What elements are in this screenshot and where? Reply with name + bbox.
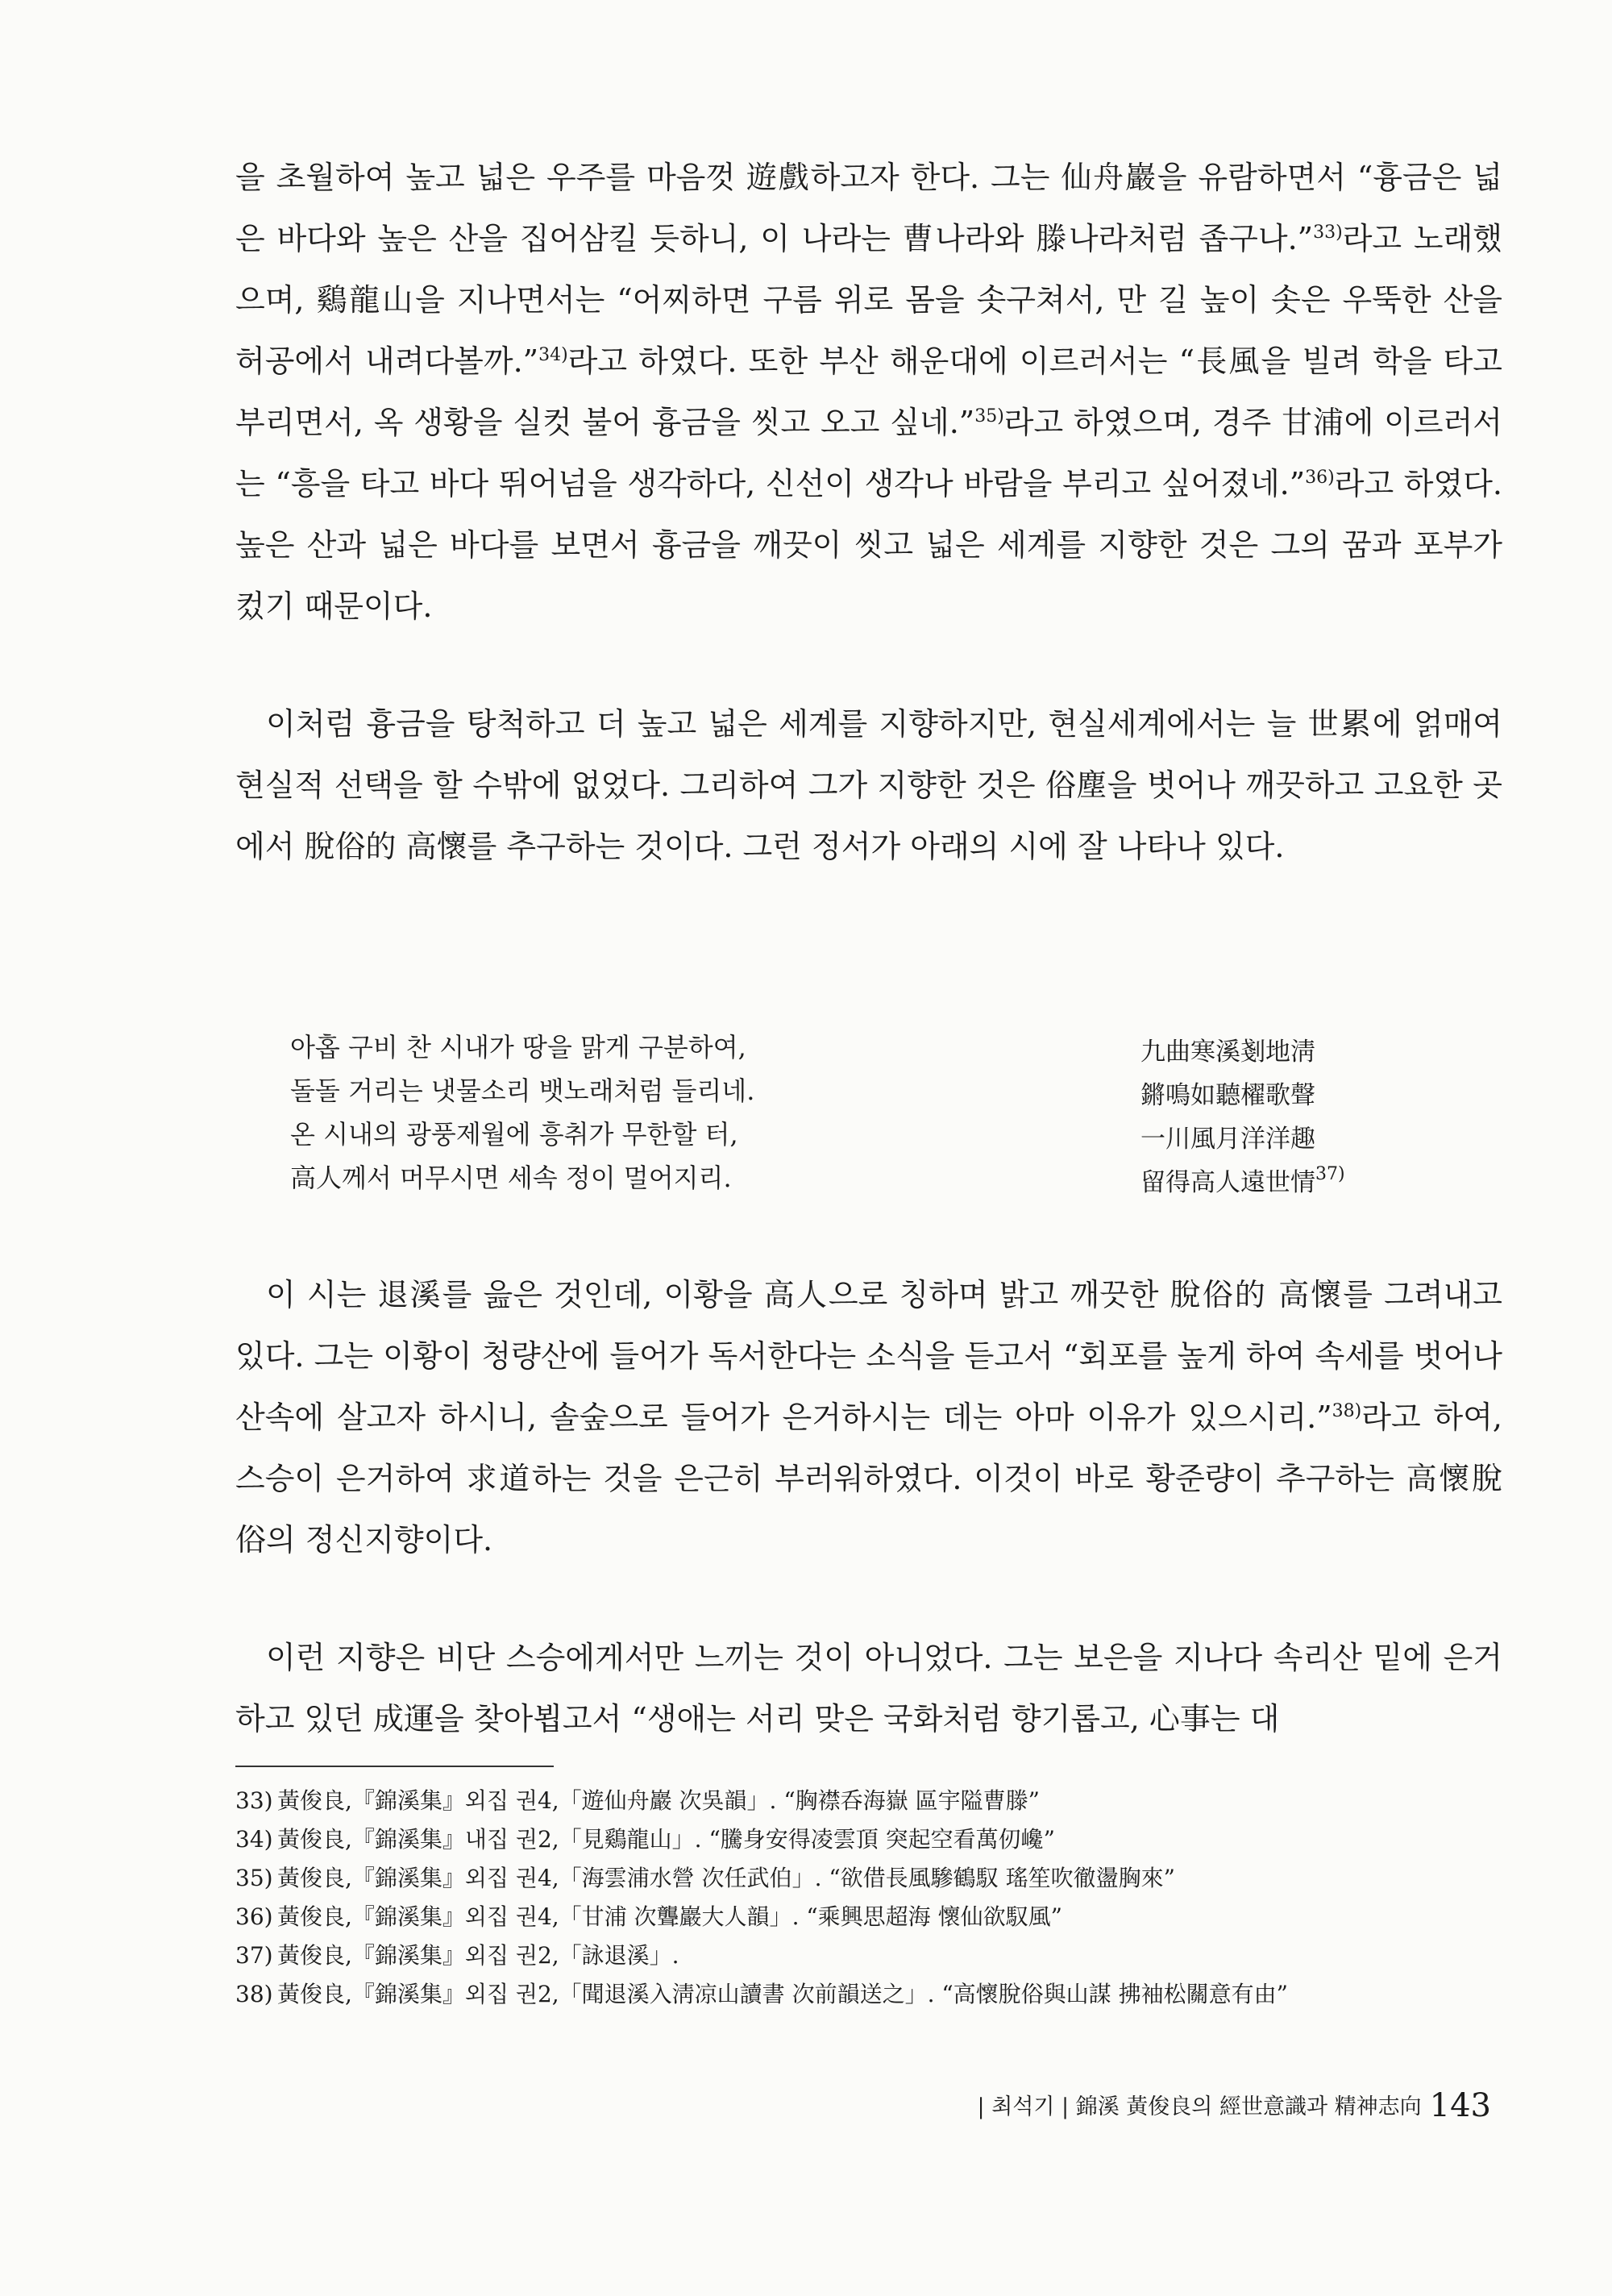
footnote-number: 33) bbox=[235, 1787, 273, 1814]
paragraph-text: 라고 하였다. 또한 부산 해운대에 이르러서는 “長風을 빌려 학을 타고 부리면서, 옥 생황을 실컷 불어 흉금을 씻고 오고 싶네.” bbox=[235, 343, 1502, 440]
footnote-number: 35) bbox=[235, 1865, 273, 1891]
footnote-ref-37[interactable]: 37) bbox=[1315, 1164, 1345, 1184]
footnote-number: 36) bbox=[235, 1903, 273, 1930]
footnote-text: 黃俊良,『錦溪集』외집 권4,「遊仙舟巖 次吳韻」. “胸襟呑海嶽 區宇隘曹滕” bbox=[277, 1787, 1040, 1814]
body-paragraph-3 bbox=[235, 1264, 1502, 1570]
footnote-ref-33[interactable]: 33) bbox=[1313, 223, 1343, 243]
poem-line bbox=[1140, 1161, 1431, 1204]
footnote-34 bbox=[235, 1820, 1525, 1859]
footnote-38 bbox=[235, 1975, 1525, 2014]
poem-line: 온 시내의 광풍제월에 흥취가 무한할 터, bbox=[290, 1119, 738, 1150]
running-footer bbox=[978, 2082, 1491, 2132]
running-head: | 최석기 | 錦溪 黃俊良의 經世意識과 精神志向 bbox=[977, 2094, 1422, 2119]
footnote-ref-38[interactable]: 38) bbox=[1332, 1401, 1362, 1421]
page-number: 143 bbox=[1429, 2087, 1491, 2124]
poem-line: 一川風月洋洋趣 bbox=[1140, 1125, 1315, 1154]
footnote-ref-35[interactable]: 35) bbox=[974, 406, 1004, 426]
poem-line: 鏘鳴如聽櫂歌聲 bbox=[1140, 1081, 1315, 1110]
footnote-divider bbox=[235, 1766, 554, 1767]
paragraph-text: 을 초월하여 높고 넓은 우주를 마음껏 遊戲하고자 한다. 그는 仙舟巖을 유람하면서 “흉금은 넓은 바다와 높은 산을 집어삼킬 듯하니, 이 나라는 曹나라와 滕나라처럼 좁구나.” bbox=[235, 160, 1502, 256]
footnote-text: 黃俊良,『錦溪集』외집 권4,「甘浦 次聾巖大人韻」. “乘興思超海 懷仙欲馭風” bbox=[277, 1903, 1062, 1930]
paragraph-text: 라고 하였다. 높은 산과 넓은 바다를 보면서 흉금을 깨끗이 씻고 넓은 세계를 지향한 것은 그의 꿈과 포부가 컸기 때문이다. bbox=[235, 466, 1502, 624]
footnote-number: 34) bbox=[235, 1826, 273, 1853]
footnote-text: 黃俊良,『錦溪集』외집 권4,「海雲浦水營 次任武伯」. “欲借長風驂鶴馭 瑤笙吹徹盪胸來” bbox=[277, 1865, 1175, 1891]
footnote-text: 黃俊良,『錦溪集』내집 권2,「見鷄龍山」. “騰身安得凌雲頂 突起空看萬仞巉” bbox=[277, 1826, 1055, 1853]
footnote-number: 37) bbox=[235, 1942, 273, 1969]
footnote-ref-34[interactable]: 34) bbox=[538, 345, 568, 365]
poem-line: 아홉 구비 찬 시내가 땅을 맑게 구분하여, bbox=[290, 1032, 746, 1063]
poem-hanja-original bbox=[1140, 1030, 1431, 1204]
footnote-ref-36[interactable]: 36) bbox=[1305, 468, 1335, 488]
body-paragraph-4: 이런 지향은 비단 스승에게서만 느끼는 것이 아니었다. 그는 보은을 지나다 속리산 밑에 은거하고 있던 成運을 찾아뵙고서 “생애는 서리 맞은 국화처럼 향기롭고, 心事는 대 bbox=[235, 1640, 1502, 1737]
poem-korean-translation bbox=[290, 1025, 903, 1200]
body-paragraph-1 bbox=[235, 147, 1502, 637]
poem-line: 九曲寒溪剗地淸 bbox=[1140, 1038, 1315, 1067]
footnote-37 bbox=[235, 1936, 1525, 1975]
paragraph-text: 라고 하였으며, 경주 甘浦에 이르러서는 “흥을 타고 바다 뛰어넘을 생각하다, 신선이 생각나 바람을 부리고 싶어졌네.” bbox=[235, 405, 1502, 501]
footnote-35 bbox=[235, 1859, 1525, 1898]
body-paragraph-2: 이처럼 흉금을 탕척하고 더 높고 넓은 세계를 지향하지만, 현실세계에서는 늘 世累에 얽매여 현실적 선택을 할 수밖에 없었다. 그리하여 그가 지향한 것은 俗塵을 벗어나 깨끗하고 고요한 곳에서 脫俗的 高懷를 추구하는 것이다. 그런 정서가 아래의 시에 잘 나타나 있다. bbox=[235, 706, 1502, 864]
footnotes bbox=[235, 1782, 1525, 2014]
footnote-36 bbox=[235, 1898, 1525, 1936]
footnote-text: 黃俊良,『錦溪集』외집 권2,「詠退溪」. bbox=[277, 1942, 679, 1969]
paragraph-text: 라고 노래했으며, 鷄龍山을 지나면서는 “어찌하면 구름 위로 몸을 솟구쳐서, 만 길 높이 솟은 우뚝한 산을 허공에서 내려다볼까.” bbox=[235, 221, 1502, 379]
paragraph-text: 라고 하여, 스승이 은거하여 求道하는 것을 은근히 부러워하였다. 이것이 바로 황준량이 추구하는 高懷脫俗의 정신지향이다. bbox=[235, 1400, 1502, 1558]
poem-line: 돌돌 거리는 냇물소리 뱃노래처럼 들리네. bbox=[290, 1075, 755, 1106]
paragraph-text: 이 시는 退溪를 읊은 것인데, 이황을 高人으로 칭하며 밝고 깨끗한 脫俗的 高懷를 그려내고 있다. 그는 이황이 청량산에 들어가 독서한다는 소식을 듣고서 “회포를 높게 하여 속세를 벗어나 산속에 살고자 하시니, 솔숲으로 들어가 은거하시는 데는 아마 이유가 있으시리.” bbox=[235, 1277, 1502, 1435]
footnote-number: 38) bbox=[235, 1981, 273, 2007]
footnote-text: 黃俊良,『錦溪集』외집 권2,「聞退溪入淸凉山讀書 次前韻送之」. “高懷脫俗與山謀 拂袖松關意有由” bbox=[277, 1981, 1288, 2007]
poem-line-text: 留得高人遠世情 bbox=[1140, 1168, 1315, 1197]
footnote-33 bbox=[235, 1782, 1525, 1820]
poem-line: 高人께서 머무시면 세속 정이 멀어지리. bbox=[290, 1163, 732, 1193]
